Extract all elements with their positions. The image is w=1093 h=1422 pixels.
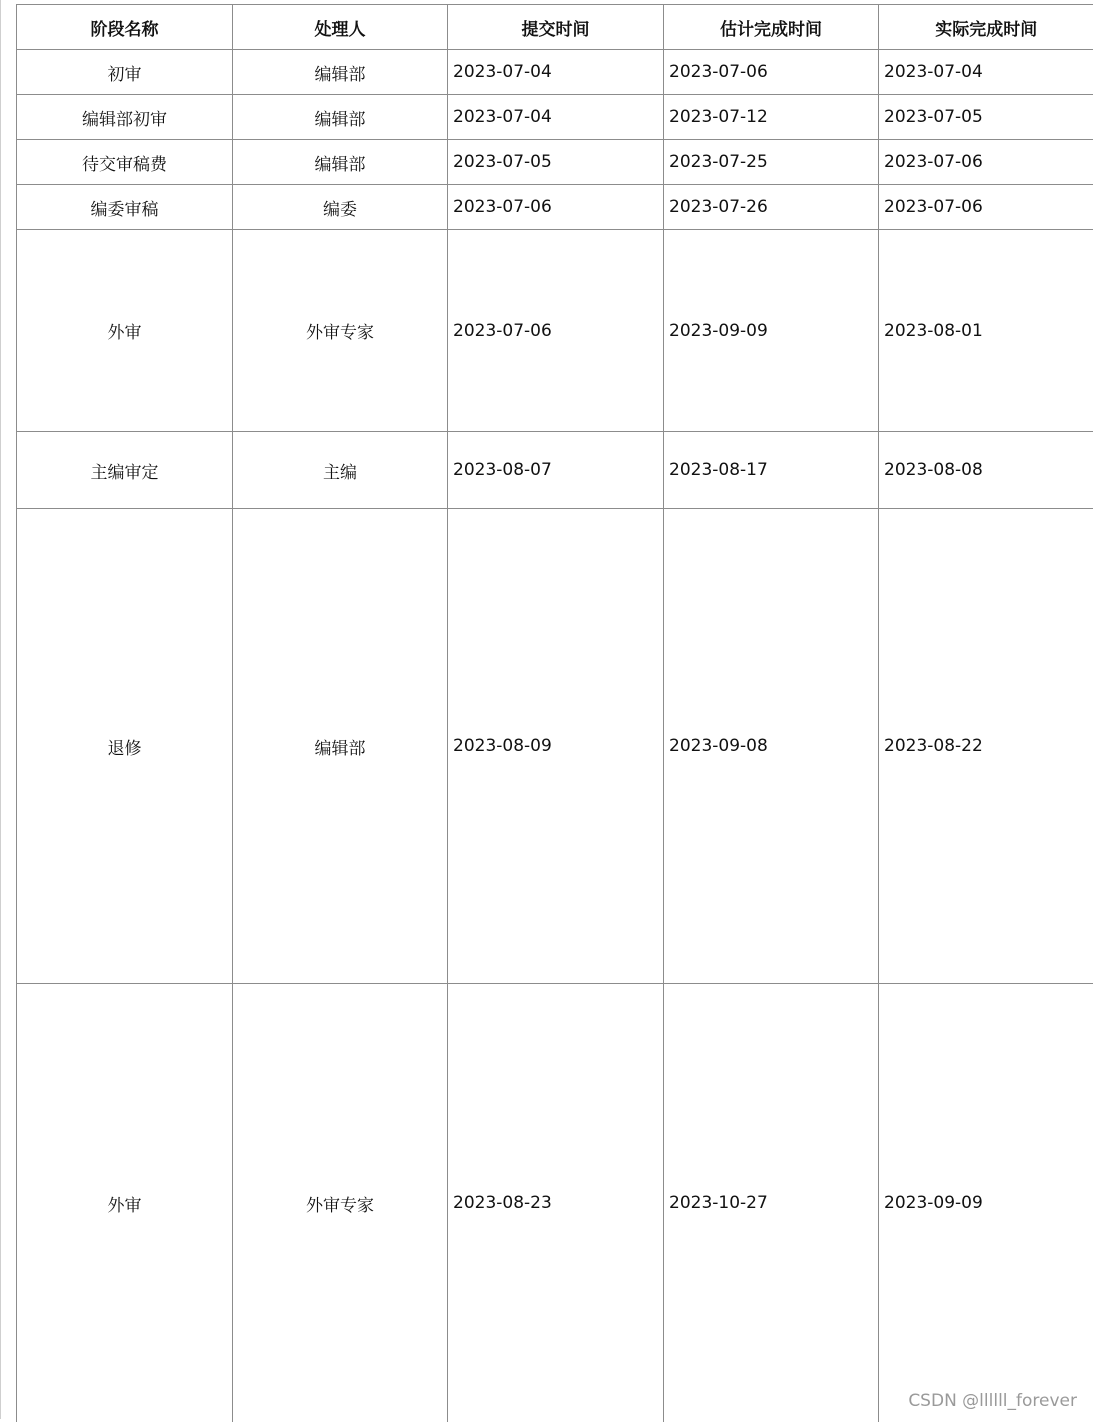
cell-estimated-finish: 2023-08-17 <box>664 432 879 509</box>
table-row <box>17 140 1093 185</box>
cell-stage: 外审 <box>17 984 233 1422</box>
cell-actual-finish: 2023-08-01 <box>879 230 1093 432</box>
cell-handler: 编委 <box>233 185 448 230</box>
cell-submit-time: 2023-07-04 <box>448 50 664 95</box>
cell-stage: 初审 <box>17 50 233 95</box>
cell-stage: 外审 <box>17 230 233 432</box>
cell-estimated-finish: 2023-07-25 <box>664 140 879 185</box>
table-row <box>17 230 1093 432</box>
header-estimated-finish: 估计完成时间 <box>664 5 879 50</box>
cell-estimated-finish: 2023-09-09 <box>664 230 879 432</box>
table-row <box>17 984 1093 1422</box>
cell-submit-time: 2023-08-07 <box>448 432 664 509</box>
header-handler: 处理人 <box>233 5 448 50</box>
cell-submit-time: 2023-07-06 <box>448 185 664 230</box>
cell-actual-finish: 2023-07-05 <box>879 95 1093 140</box>
cell-handler: 编辑部 <box>233 140 448 185</box>
cell-actual-finish: 2023-07-04 <box>879 50 1093 95</box>
cell-stage: 主编审定 <box>17 432 233 509</box>
table-row <box>17 185 1093 230</box>
cell-stage: 编委审稿 <box>17 185 233 230</box>
cell-estimated-finish: 2023-07-06 <box>664 50 879 95</box>
cell-actual-finish: 2023-07-06 <box>879 185 1093 230</box>
cell-handler: 编辑部 <box>233 95 448 140</box>
cell-estimated-finish: 2023-07-12 <box>664 95 879 140</box>
cell-estimated-finish: 2023-07-26 <box>664 185 879 230</box>
header-submit-time: 提交时间 <box>448 5 664 50</box>
cell-submit-time: 2023-08-23 <box>448 984 664 1422</box>
table-row <box>17 509 1093 984</box>
cell-handler: 外审专家 <box>233 230 448 432</box>
cell-stage: 退修 <box>17 509 233 984</box>
cell-handler: 外审专家 <box>233 984 448 1422</box>
cell-handler: 编辑部 <box>233 50 448 95</box>
cell-handler: 主编 <box>233 432 448 509</box>
review-progress-table <box>16 4 1093 1422</box>
csdn-watermark: CSDN @llllll_forever <box>908 1391 1077 1411</box>
cell-stage: 待交审稿费 <box>17 140 233 185</box>
cell-estimated-finish: 2023-09-08 <box>664 509 879 984</box>
cell-submit-time: 2023-07-05 <box>448 140 664 185</box>
header-actual-finish: 实际完成时间 <box>879 5 1093 50</box>
cell-submit-time: 2023-08-09 <box>448 509 664 984</box>
cell-actual-finish: 2023-09-09 <box>879 984 1093 1422</box>
table-row <box>17 95 1093 140</box>
cell-submit-time: 2023-07-04 <box>448 95 664 140</box>
cell-estimated-finish: 2023-10-27 <box>664 984 879 1422</box>
cell-stage: 编辑部初审 <box>17 95 233 140</box>
table-header-row <box>17 5 1093 50</box>
table-row <box>17 50 1093 95</box>
header-stage-name: 阶段名称 <box>17 5 233 50</box>
cell-actual-finish: 2023-08-22 <box>879 509 1093 984</box>
table-row <box>17 432 1093 509</box>
cell-actual-finish: 2023-08-08 <box>879 432 1093 509</box>
cell-submit-time: 2023-07-06 <box>448 230 664 432</box>
cell-handler: 编辑部 <box>233 509 448 984</box>
cell-actual-finish: 2023-07-06 <box>879 140 1093 185</box>
